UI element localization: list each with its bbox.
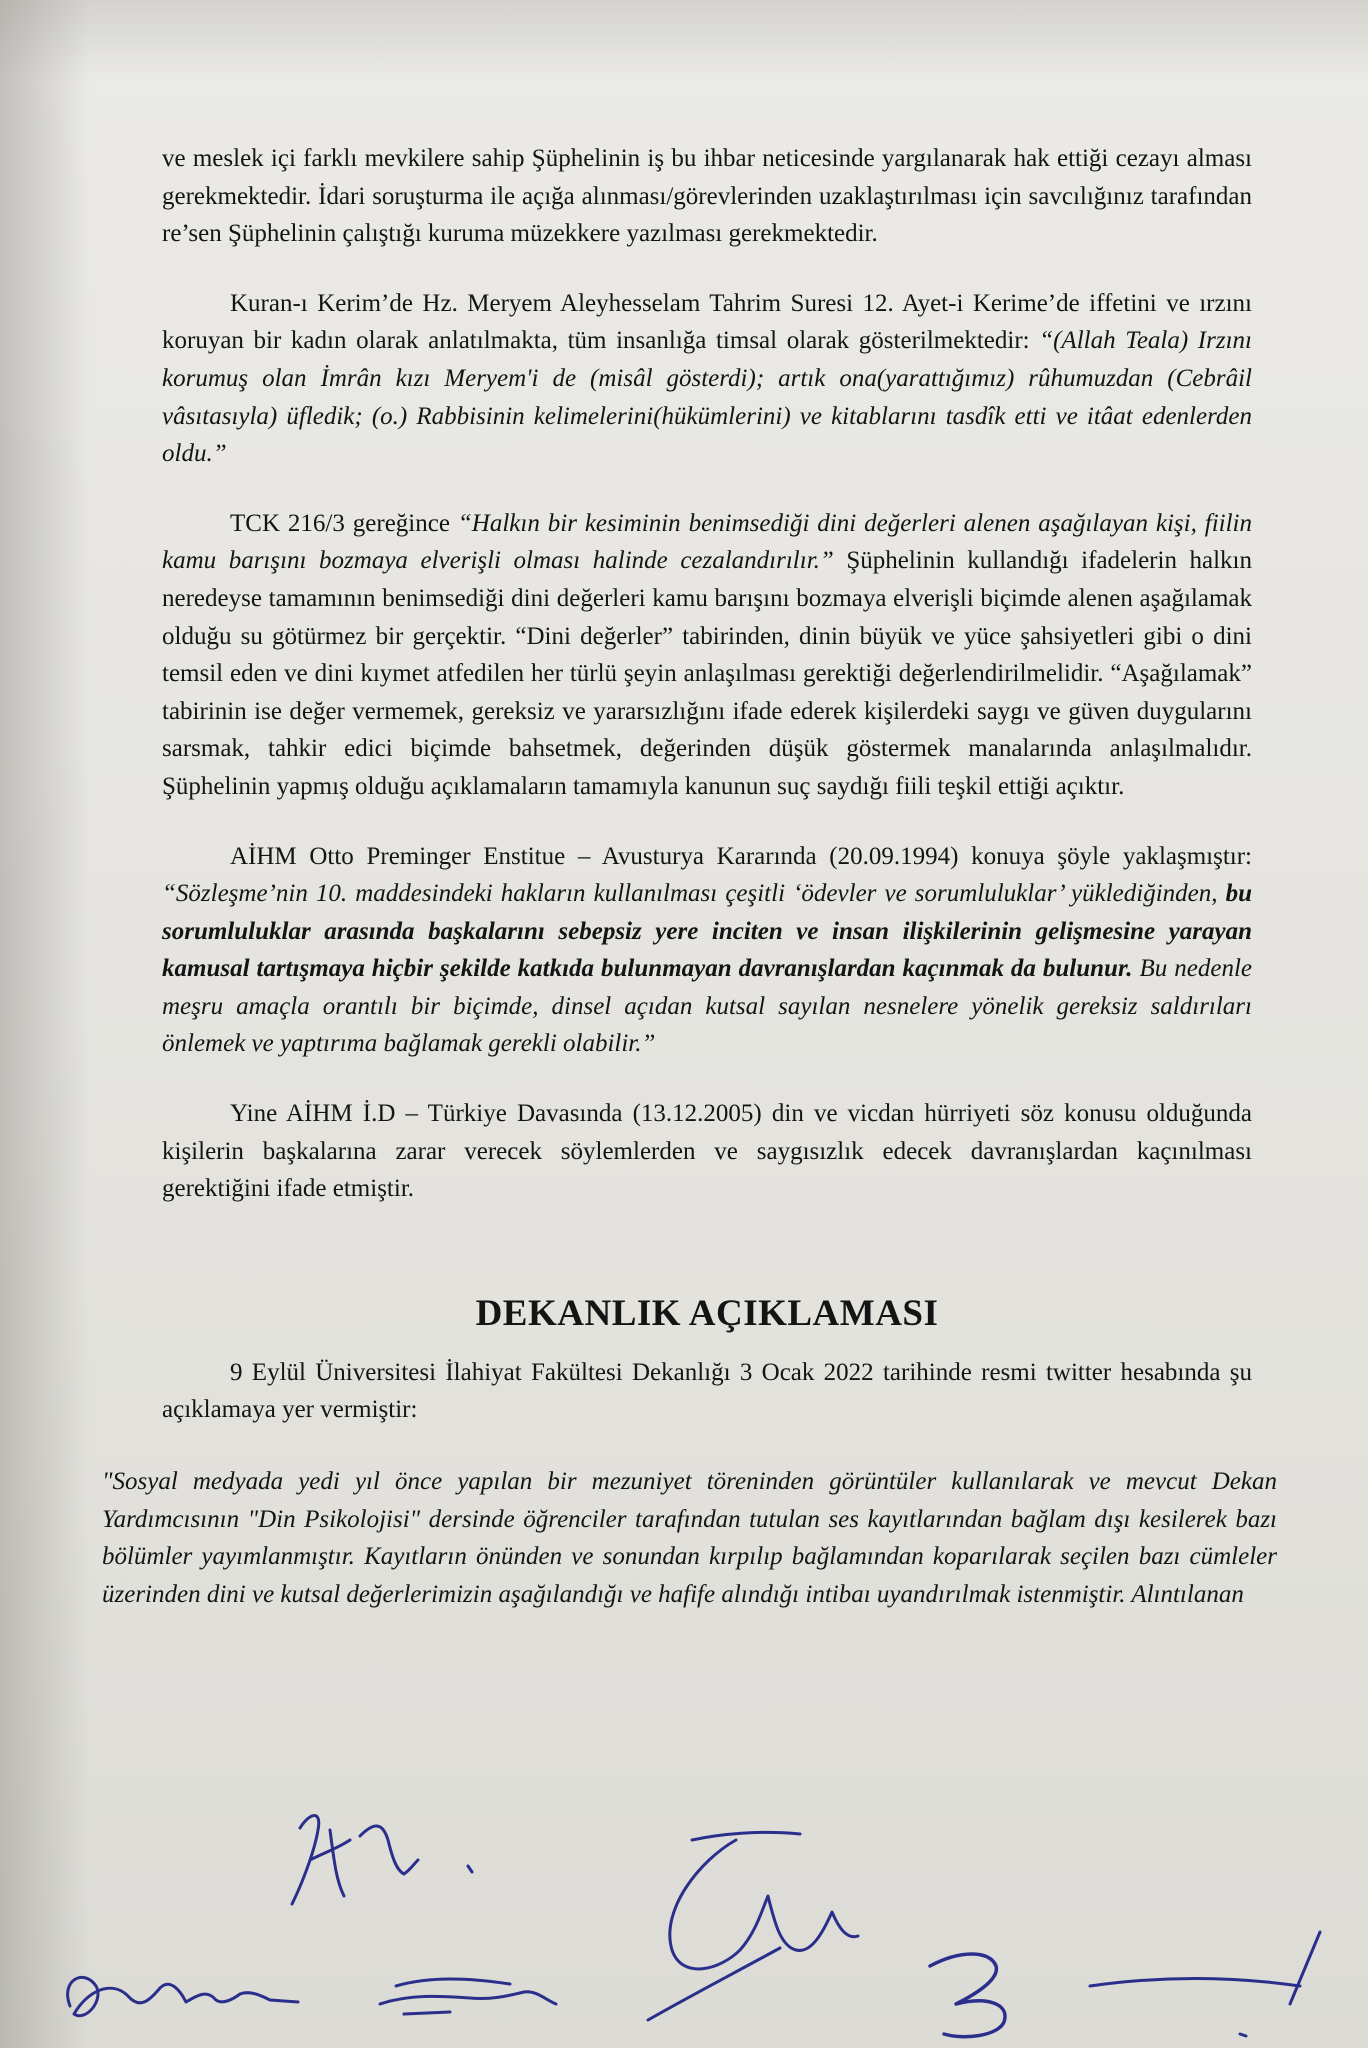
signature-6 (1090, 1932, 1320, 2036)
signature-2 (68, 1977, 298, 2015)
statement-quote: "Sosyal medyada yedi yıl önce yapılan bir mezuniyet töreninden görüntüler kullanılarak ve mevcut Dekan Yardımcısının "Din Psikolojisi" dersinde öğrenciler tarafından tutulan ses kayıtlarından bağlam dışı kesilerek bazı bölümler yayımlanmıştır. Kayıtların önünden ve sonundan kırpılıp bağlamından koparılarak seçilen bazı cümleler üzerinden dini ve kutsal değerlerimizin aşağılandığı ve hafife alındığı intibaı uyandırılmak istenmiştir. Alıntılanan (102, 1468, 1277, 1608)
paragraph-1: ve meslek içi farklı mevkilere sahip Şüphelinin iş bu ihbar neticesinde yargılanarak hak ettiği cezayı alması gerekmektedir. İdari soruşturma ile açığa alınması/görevlerinden uzaklaştırılması için savcılığınız tarafından re’sen Şüphelinin çalıştığı kuruma müzekkere yazılması gerekmektedir. (162, 145, 1252, 248)
page-shadow-left (0, 0, 90, 2048)
page-shadow-top (0, 0, 1368, 80)
signature-5 (930, 1954, 1005, 2037)
signature-3 (380, 1979, 556, 2014)
paragraph-3-text: Şüphelinin kullandığı ifadelerin halkın neredeyse tamamının benimsediği dini değerleri kamu barışını bozmaya elverişli biçimde alenen aşağılamak olduğu su götürmez bir gerçektir. “Dini değerler” tabirinden, dinin büyük ve yüce şahsiyetleri gibi o dini temsil eden ve dini kıymet atfedilen her türlü şeyin anlaşılması gerektiği değerlendirilmelidir. “Aşağılamak” tabirinin ise değer vermemek, gereksiz ve yararsızlığını ifade ederek kişilerdeki saygı ve güven duygularını sarsmak, tahkir edici biçimde bahsetmek, değerinden düşük göstermek manalarında anlaşılmalıdır. Şüphelinin yapmış olduğu açıklamaların tamamıyla kanunun suç saydığı fiili teşkil ettiği açıktır. (162, 547, 1252, 800)
paragraph-2 (162, 285, 1252, 473)
paragraph-5: Yine AİHM İ.D – Türkiye Davasında (13.12.2005) din ve vicdan hürriyeti söz konusu olduğunda kişilerin başkalarına zarar verecek söylemlerden ve saygısızlık edecek davranışlardan kaçınılması gerektiğini ifade etmiştir. (162, 1100, 1252, 1203)
paragraph-4-quote-a: “Sözleşme’nin 10. maddesindeki hakların kullanılması çeşitli ‘ödevler ve sorumluluklar’ yüklediğinden, (162, 880, 1226, 908)
paragraph-3-quote: “Halkın bir kesiminin benimsediği dini değerleri alenen aşağılayan kişi, fiilin kamu barışını bozmaya elverişli olması halinde cezalandırılır.” (162, 509, 1252, 575)
document-body (102, 140, 1277, 1613)
paragraph-3 (162, 505, 1252, 806)
signature-1 (292, 1816, 472, 1905)
paragraph-2-quote: “(Allah Teala) Irzını korumuş olan İmrân kızı Meryem'i de (misâl gösterdi); artık ona(yarattığımız) rûhumuzdan (Cebrâil vâsıtasıyla) üfledik; (o.) Rabbisinin kelimelerini(hükümlerini) ve kitablarını tasdîk etti ve itâat edenlerden oldu.” (162, 327, 1252, 468)
signature-4 (648, 1832, 858, 2020)
paragraph-2-text: Kuran-ı Kerim’de Hz. Meryem Aleyhesselam Tahrim Suresi 12. Ayet-i Kerime’de iffetini ve ırzını koruyan bir kadın olarak anlatılmakta, tüm insanlığa timsal olarak gösterilmektedir: (162, 289, 1252, 355)
handwritten-signatures (0, 1800, 1368, 2048)
paragraph-4-intro: AİHM Otto Preminger Enstitue – Avusturya Kararında (20.09.1994) konuya şöyle yaklaşmıştır: (230, 842, 1252, 870)
paragraph-4-quote-b: Bu nedenle meşru amaçla orantılı bir biçimde, dinsel açıdan kutsal sayılan nesnelere yönelik gereksiz saldırıları önlemek ve yaptırıma bağlamak gerekli olabilir.” (162, 955, 1252, 1058)
paragraph-6: 9 Eylül Üniversitesi İlahiyat Fakültesi Dekanlığı 3 Ocak 2022 tarihinde resmi twitter hesabında şu açıklamaya yer vermiştir: (162, 1358, 1252, 1424)
paragraph-4-quote-bold: bu sorumluluklar arasında başkalarını sebepsiz yere inciten ve insan ilişkilerinin gelişmesine yarayan kamusal tartışmaya hiçbir şekilde katkıda bulunmayan davranışlardan kaçınmak da bulunur. (162, 880, 1252, 983)
section-heading: DEKANLIK AÇIKLAMASI (475, 1292, 939, 1334)
paragraph-3-intro: TCK 216/3 gereğince (230, 509, 458, 537)
paragraph-4 (162, 838, 1252, 1064)
